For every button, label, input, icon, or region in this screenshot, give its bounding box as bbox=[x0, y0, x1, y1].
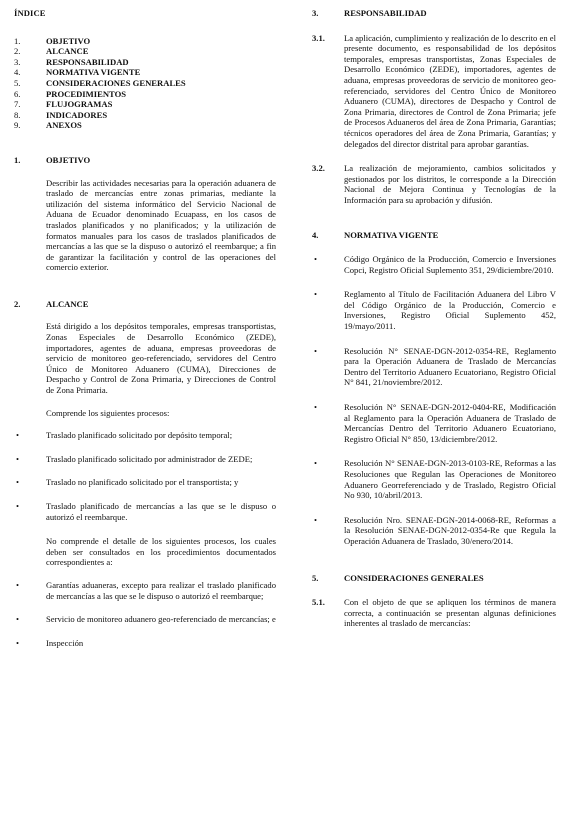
paragraph-number: 3.2. bbox=[312, 163, 325, 174]
list-item bbox=[312, 515, 556, 547]
index-item bbox=[14, 120, 276, 131]
list-item-text: Resolución N° SENAE-DGN-2013-0103-RE, Reformas a las Resoluciones que Regulan las Operaciones de Monitoreo Aduanero Georreferenciado y de Traslado, Registro Oficial No 930, 10/abril/2013. bbox=[344, 458, 556, 501]
bullet-icon: • bbox=[16, 579, 20, 590]
list-item-text: Resolución N° SENAE-DGN-2012-0404-RE, Modificación al Reglamento para la Operación Aduanera de Traslado de Mercancías Dentro del Territorio Aduanero Ecuatoriano, Registro Oficial N° 850, 13/diciembre/2012. bbox=[344, 402, 556, 444]
index-item bbox=[14, 110, 276, 121]
list-item bbox=[14, 638, 276, 649]
index-item-number: 2. bbox=[14, 46, 21, 57]
index-item-label: ALCANCE bbox=[46, 46, 89, 57]
index-item bbox=[14, 36, 276, 47]
index-item-label: FLUJOGRAMAS bbox=[46, 99, 113, 110]
bullet-icon: • bbox=[314, 345, 318, 356]
paragraph-number: 5.1. bbox=[312, 597, 325, 608]
bullet-icon: • bbox=[314, 402, 318, 413]
index-item-number: 6. bbox=[14, 88, 21, 99]
list-item-text: Resolución Nro. SENAE-DGN-2014-0068-RE, Reformas a la Resolución SENAE-DGN-2012-0354-Re que Regula la Operación Aduanera de Traslado, 30/enero/2014. bbox=[344, 514, 556, 546]
no-comprende-intro: No comprende el detalle de los siguientes procesos, los cuales deben ser consultados en los procedimientos documentados correspondientes a: bbox=[46, 536, 276, 568]
right-column bbox=[312, 8, 556, 629]
no-comprende-list bbox=[14, 580, 276, 648]
paragraph-number: 3.1. bbox=[312, 32, 325, 43]
index-item bbox=[14, 99, 276, 110]
index-item bbox=[14, 89, 276, 100]
objetivo-text: Describir las actividades necesarias para la operación aduanera de traslado de mercancías entre zonas primarias, mediante la utilización del sistema informático del Servicio Nacional de Aduana de Ecuador denominado Ecuapass, en los casos de traslados planificados y no planificados; y la utilización de formatos manuales para los casos de traslados planificados de mercancías a las que se la dispuso o autorizó el reembarque; a fin de garantizar la facilitación y control de las operaciones del comercio exterior. bbox=[46, 177, 276, 273]
index-item-label: CONSIDERACIONES GENERALES bbox=[46, 77, 186, 88]
bullet-icon: • bbox=[314, 458, 318, 469]
alcance-text: Está dirigido a los depósitos temporales, empresas transportistas, Zonas Especiales de Desarrollo Económico (ZEDE), importadores, agentes de aduana, empresas proveedoras de servicio de monitoreo geo-referenciado, servidores del Centro Único de Monitoreo Aduanero (CUMA), Direcciones de Despacho y Control de Zona Primaria, y Direcciones de Control de Zona Primaria. bbox=[46, 321, 276, 396]
index-item-number: 9. bbox=[14, 120, 21, 131]
list-item bbox=[14, 580, 276, 601]
section-title: OBJETIVO bbox=[46, 154, 91, 165]
index-item-number: 8. bbox=[14, 109, 21, 120]
list-item-text: Traslado planificado solicitado por depósito temporal; bbox=[46, 430, 233, 441]
paragraph-text: Con el objeto de que se apliquen los términos de manera correcta, a continuación se presentan algunas definiciones inherentes al traslado de mercancías: bbox=[344, 597, 556, 629]
list-item-text: Reglamento al Título de Facilitación Aduanera del Libro V del Código Orgánico de la Producción, Comercio e Inversiones, Registro Oficial Suplemento 452, 19/mayo/2011. bbox=[344, 289, 556, 332]
index-item-number: 4. bbox=[14, 67, 21, 78]
list-item-text: Código Orgánico de la Producción, Comercio e Inversiones Copci, Registro Oficial Suplemento 351, 29/diciembre/2010. bbox=[344, 254, 556, 275]
section-title: CONSIDERACIONES GENERALES bbox=[344, 572, 484, 583]
bullet-icon: • bbox=[16, 637, 20, 648]
index-item-label: RESPONSABILIDAD bbox=[46, 56, 129, 67]
section-alcance-heading bbox=[14, 299, 276, 310]
paragraph-text: La realización de mejoramiento, cambios solicitados y gestionados por los distritos, le corresponde a la Dirección Nacional de Mejora Continua y Tecnologías de la Información para su aprobación y difusión. bbox=[344, 163, 556, 205]
normativa-list bbox=[312, 254, 556, 546]
bullet-icon: • bbox=[314, 254, 318, 265]
list-item bbox=[312, 346, 556, 388]
numbered-paragraph bbox=[312, 33, 556, 150]
section-number: 1. bbox=[14, 154, 21, 165]
index-item-label: PROCEDIMIENTOS bbox=[46, 88, 127, 99]
list-item-text: Servicio de monitoreo aduanero geo-referenciado de mercancías; e bbox=[46, 614, 276, 625]
list-item bbox=[14, 430, 276, 441]
list-item bbox=[14, 501, 276, 522]
comprende-list bbox=[14, 430, 276, 522]
bullet-icon: • bbox=[16, 614, 20, 625]
index-item-number: 3. bbox=[14, 56, 21, 67]
bullet-icon: • bbox=[16, 430, 20, 441]
bullet-icon: • bbox=[16, 477, 20, 488]
section-responsabilidad-heading bbox=[312, 8, 556, 19]
index-list bbox=[14, 36, 276, 131]
section-number: 3. bbox=[312, 8, 319, 18]
numbered-paragraph bbox=[312, 163, 556, 205]
index-item-number: 5. bbox=[14, 77, 21, 88]
section-title: NORMATIVA VIGENTE bbox=[344, 229, 439, 240]
list-item bbox=[14, 477, 276, 488]
list-item bbox=[14, 614, 276, 625]
index-item-number: 7. bbox=[14, 99, 21, 110]
bullet-icon: • bbox=[314, 289, 318, 300]
index-item bbox=[14, 67, 276, 78]
list-item bbox=[14, 454, 276, 465]
index-item-number: 1. bbox=[14, 35, 21, 46]
paragraph-text: La aplicación, cumplimiento y realización de lo descrito en el presente documento, es responsabilidad de los depósitos temporales, empresas transportistas, Zonas Especiales de Desarrollo Económico (ZEDE), importadores, agentes de aduana, empresas proveedoras de servicio de monitoreo geo-referenciado, servidores del Centro Único de Monitoreo Aduanero (CUMA), directores de Despacho y Control de Zona Primaria, directores de Control de Zona Primaria; jefe de Procesos Aduaneros del área de Zona Primaria, Garantías; técnicos operadores del área de Zona Primaria, Garantías; y delegados del director distrital para aprobar garantías. bbox=[344, 32, 556, 149]
section-number: 2. bbox=[14, 298, 21, 309]
list-item-text: Garantías aduaneras, excepto para realizar el traslado planificado de mercancías a las que se le dispuso o autorizó el reembarque; bbox=[46, 579, 276, 601]
list-item-text: Traslado planificado solicitado por administrador de ZEDE; bbox=[46, 453, 253, 464]
list-item bbox=[312, 289, 556, 331]
section-consideraciones-heading bbox=[312, 573, 556, 584]
bullet-icon: • bbox=[314, 514, 318, 525]
list-item bbox=[312, 402, 556, 444]
bullet-icon: • bbox=[16, 501, 20, 511]
numbered-paragraph bbox=[312, 597, 556, 629]
section-number: 5. bbox=[312, 572, 319, 583]
list-item-text: Traslado planificado de mercancías a las que se le dispuso o autorizó el reembarque. bbox=[46, 501, 276, 522]
list-item-text: Traslado no planificado solicitado por el transportista; y bbox=[46, 477, 239, 488]
comprende-intro: Comprende los siguientes procesos: bbox=[46, 407, 170, 418]
section-objetivo-heading bbox=[14, 155, 276, 166]
section-number: 4. bbox=[312, 229, 319, 240]
list-item-text: Resolución N° SENAE-DGN-2012-0354-RE, Reglamento para la Operación Aduanera de Traslado de Mercancías Dentro del Territorio Aduanero Ecuatoriano, Registro Oficial N° 841, 21/noviembre/2012. bbox=[344, 345, 556, 388]
index-item-label: NORMATIVA VIGENTE bbox=[46, 67, 141, 78]
bullet-icon: • bbox=[16, 453, 20, 464]
list-item-text: Inspección bbox=[46, 637, 84, 648]
list-item bbox=[312, 458, 556, 500]
index-item-label: INDICADORES bbox=[46, 109, 108, 120]
list-item bbox=[312, 254, 556, 275]
index-item-label: ANEXOS bbox=[46, 120, 82, 131]
section-title: RESPONSABILIDAD bbox=[344, 8, 427, 18]
section-normativa-heading bbox=[312, 230, 556, 241]
index-item bbox=[14, 57, 276, 68]
index-item-label: OBJETIVO bbox=[46, 35, 91, 46]
index-title: ÍNDICE bbox=[14, 8, 46, 18]
index-item bbox=[14, 78, 276, 89]
left-column bbox=[14, 8, 276, 648]
index-item bbox=[14, 46, 276, 57]
section-title: ALCANCE bbox=[46, 298, 89, 309]
